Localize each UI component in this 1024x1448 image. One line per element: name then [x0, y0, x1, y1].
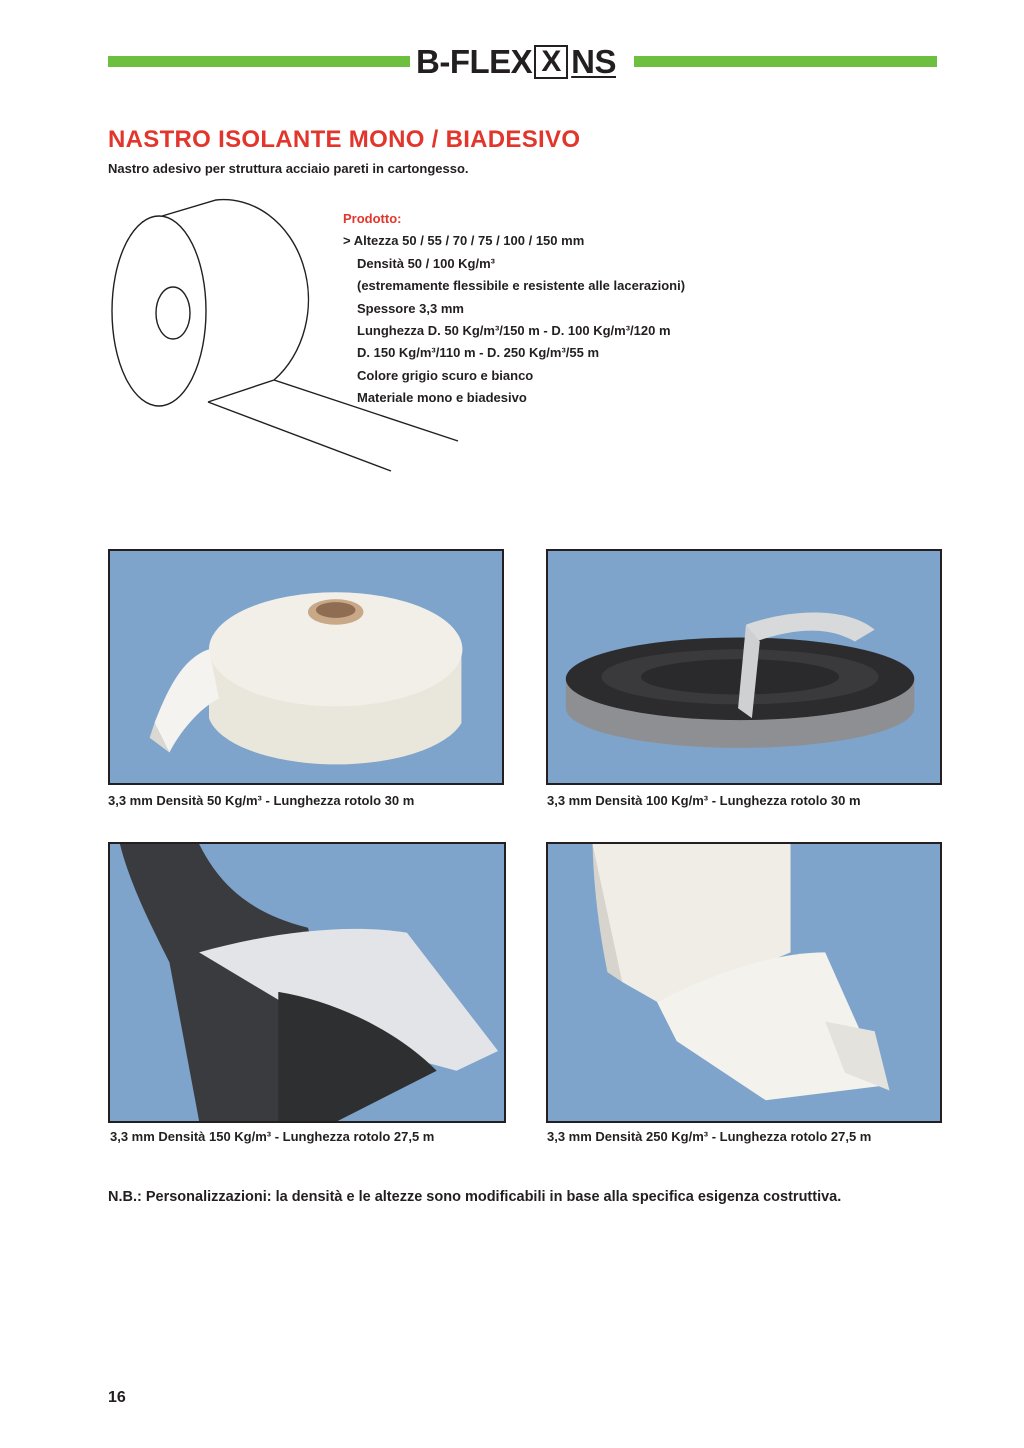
product-label: Prodotto:	[343, 211, 402, 226]
header-rule-left	[108, 56, 410, 67]
photo-white-roll-50	[108, 549, 504, 785]
customization-note: N.B.: Personalizzazioni: la densità e le altezze sono modificabili in base alla specifica esigenza costruttiva.	[108, 1189, 842, 1205]
spec-line-length-1: Lunghezza D. 50 Kg/m³/150 m - D. 100 Kg/m³/120 m	[357, 323, 671, 339]
spec-line-density: Densità 50 / 100 Kg/m³	[357, 255, 495, 271]
page-subtitle: Nastro adesivo per struttura acciaio pareti in cartongesso.	[108, 161, 469, 176]
brand-name-left: B-FLEX	[416, 43, 533, 80]
spec-line-length-2: D. 150 Kg/m³/110 m - D. 250 Kg/m³/55 m	[357, 345, 600, 361]
header-rule-right	[634, 56, 937, 67]
spec-line-flexibility: (estremamente flessibile e resistente alle lacerazioni)	[357, 278, 686, 294]
photo-caption-3: 3,3 mm Densità 150 Kg/m³ - Lunghezza rotolo 27,5 m	[110, 1129, 435, 1144]
page-title: NASTRO ISOLANTE MONO / BIADESIVO	[108, 126, 581, 153]
spec-line-thickness: Spessore 3,3 mm	[357, 300, 464, 316]
spec-line-height: > Altezza 50 / 55 / 70 / 75 / 100 / 150 mm	[343, 233, 585, 249]
spec-line-material: Materiale mono e biadesivo	[357, 390, 527, 406]
brand-name-right: NS	[571, 43, 617, 80]
photo-caption-2: 3,3 mm Densità 100 Kg/m³ - Lunghezza rotolo 30 m	[547, 793, 861, 808]
photo-caption-1: 3,3 mm Densità 50 Kg/m³ - Lunghezza rotolo 30 m	[108, 793, 415, 808]
brand-x-box: X	[534, 45, 568, 79]
photo-dark-tape-150	[108, 842, 506, 1123]
photo-caption-4: 3,3 mm Densità 250 Kg/m³ - Lunghezza rotolo 27,5 m	[547, 1129, 872, 1144]
photo-white-tape-250	[546, 842, 942, 1123]
brand-logo	[416, 42, 616, 82]
photo-dark-roll-100	[546, 549, 942, 785]
product-specs	[343, 208, 685, 410]
spec-line-color: Colore grigio scuro e bianco	[357, 367, 534, 383]
page-number: 16	[108, 1389, 126, 1406]
